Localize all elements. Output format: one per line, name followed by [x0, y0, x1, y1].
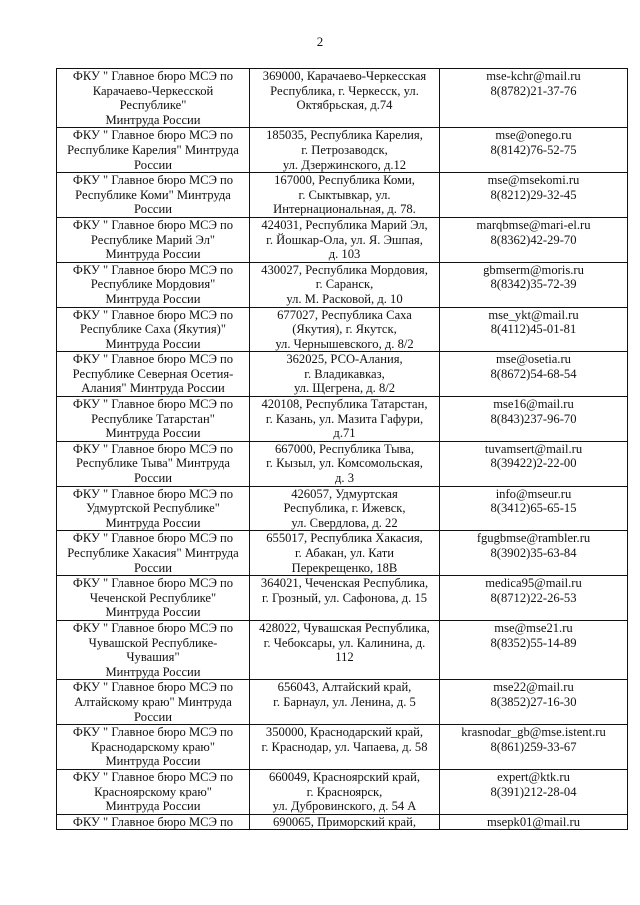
organization-cell	[57, 486, 250, 531]
organization-line: Минтруда России	[105, 605, 201, 620]
address-line: Интернациональная, д. 78.	[273, 202, 416, 217]
address-line: 369000, Карачаево-Черкесская	[262, 69, 427, 83]
contact-cell	[440, 128, 628, 173]
organization-line: ФКУ " Главное бюро МСЭ по	[72, 262, 234, 277]
address-line: г. Петрозаводск,	[301, 142, 388, 157]
mse-bureaus-table	[56, 68, 628, 830]
phone-text: 8(843)237-96-70	[490, 411, 577, 426]
organization-line: Минтруда России	[105, 664, 201, 679]
organization-line: ФКУ " Главное бюро МСЭ по	[72, 441, 234, 456]
organization-line: Алания" Минтруда России	[81, 381, 225, 396]
contact-cell	[440, 680, 628, 725]
phone-text: 8(861)259-33-67	[490, 739, 577, 754]
phone-text: 8(8362)42-29-70	[490, 232, 577, 247]
organization-line: Республике Карелия" Минтруда	[67, 142, 239, 157]
organization-line: России	[134, 471, 172, 486]
email-text: mse16@mail.ru	[493, 397, 574, 412]
address-line: д.71	[333, 426, 356, 441]
table-row	[57, 262, 628, 307]
organization-line: Республике Татарстан"	[91, 411, 215, 426]
organization-line: Республике"	[119, 98, 187, 113]
organization-cell	[57, 173, 250, 218]
organization-line: Республике Саха (Якутия)"	[80, 322, 226, 337]
address-line: г. Кызыл, ул. Комсомольская,	[266, 456, 423, 471]
address-line: 428022, Чувашская Республика,	[259, 620, 430, 635]
phone-text: 8(8712)22-26-53	[490, 590, 577, 605]
address-cell	[250, 397, 440, 442]
organization-line: Минтруда России	[105, 754, 201, 769]
organization-cell	[57, 814, 250, 830]
organization-line: ФКУ " Главное бюро МСЭ по	[72, 128, 234, 143]
email-text: mse@mse21.ru	[494, 620, 573, 635]
organization-line: ФКУ " Главное бюро МСЭ по	[72, 69, 234, 83]
contact-cell	[440, 620, 628, 679]
organization-cell	[57, 128, 250, 173]
address-line: д. 3	[334, 471, 354, 486]
organization-line: ФКУ " Главное бюро МСЭ по	[72, 173, 234, 188]
table-row	[57, 69, 628, 128]
table-row	[57, 620, 628, 679]
address-cell	[250, 173, 440, 218]
organization-line: ФКУ " Главное бюро МСЭ по	[72, 352, 234, 367]
organization-line: Карачаево-Черкесской	[92, 83, 214, 98]
table-row	[57, 397, 628, 442]
contact-cell	[440, 173, 628, 218]
table-row	[57, 352, 628, 397]
address-cell	[250, 769, 440, 814]
table-row	[57, 576, 628, 621]
organization-cell	[57, 217, 250, 262]
organization-line: ФКУ " Главное бюро МСЭ по	[72, 576, 234, 591]
contact-cell	[440, 486, 628, 531]
organization-line: Чеченской Республике"	[89, 590, 217, 605]
organization-line: Республике Мордовия"	[90, 277, 216, 292]
organization-line: ФКУ " Главное бюро МСЭ по	[72, 531, 234, 546]
address-line: 430027, Республика Мордовия,	[261, 262, 428, 277]
organization-cell	[57, 262, 250, 307]
organization-line: Минтруда России	[105, 426, 201, 441]
address-line: г. Грозный, ул. Сафонова, д. 15	[261, 590, 428, 605]
address-cell	[250, 307, 440, 352]
contact-cell	[440, 217, 628, 262]
table-row	[57, 217, 628, 262]
address-line: д. 103	[328, 247, 361, 262]
address-line: 350000, Краснодарский край,	[265, 725, 424, 740]
organization-cell	[57, 397, 250, 442]
organization-cell	[57, 576, 250, 621]
organization-line: Чувашской Республике-	[88, 635, 218, 650]
organization-line: Удмуртской Республике"	[86, 501, 220, 516]
address-cell	[250, 441, 440, 486]
address-cell	[250, 620, 440, 679]
page-number: 2	[316, 34, 324, 49]
address-line: 677027, Республика Саха	[277, 307, 412, 322]
table-row	[57, 128, 628, 173]
organization-line: Республике Хакасия" Минтруда	[67, 546, 239, 560]
organization-line: Республике Марий Эл"	[90, 232, 216, 247]
organization-line: ФКУ " Главное бюро МСЭ по	[72, 680, 234, 695]
organization-line: ФКУ " Главное бюро МСЭ по	[72, 307, 234, 322]
address-line: г. Краснодар, ул. Чапаева, д. 58	[261, 739, 428, 754]
organization-cell	[57, 352, 250, 397]
phone-text: 8(8672)54-68-54	[490, 366, 577, 381]
address-line: 660049, Красноярский край,	[268, 769, 421, 784]
address-line: 364021, Чеченская Республика,	[260, 576, 429, 591]
contact-cell	[440, 307, 628, 352]
phone-text: 8(8352)55-14-89	[490, 635, 577, 650]
address-line: г. Саранск,	[315, 277, 374, 292]
phone-text: 8(3852)27-16-30	[490, 694, 577, 709]
contact-cell	[440, 352, 628, 397]
address-line: Республика, г. Черкесск, ул.	[270, 83, 419, 98]
address-line: 655017, Республика Хакасия,	[266, 531, 423, 546]
address-line: 167000, Республика Коми,	[274, 173, 415, 188]
address-line: 424031, Республика Марий Эл,	[261, 217, 428, 232]
contact-cell	[440, 531, 628, 576]
address-cell	[250, 128, 440, 173]
address-cell	[250, 486, 440, 531]
email-text: info@mseur.ru	[495, 486, 572, 501]
email-text: krasnodar_gb@mse.istent.ru	[461, 725, 606, 740]
organization-line: Краснодарскому краю"	[91, 739, 215, 754]
address-line: г. Сыктывкар, ул.	[298, 187, 391, 202]
address-cell	[250, 680, 440, 725]
organization-cell	[57, 531, 250, 576]
table-row	[57, 814, 628, 830]
organization-line: Чувашия"	[126, 650, 180, 665]
organization-line: Минтруда России	[105, 247, 201, 262]
email-text: marqbmse@mari-el.ru	[476, 217, 591, 232]
organization-line: Республике Тыва" Минтруда	[75, 456, 230, 471]
phone-text: 8(39422)2-22-00	[490, 456, 577, 471]
organization-line: ФКУ " Главное бюро МСЭ по	[72, 217, 234, 232]
organization-line: ФКУ " Главное бюро МСЭ по	[72, 769, 234, 784]
address-line: ул. Дубровинского, д. 54 А	[272, 799, 417, 814]
address-cell	[250, 217, 440, 262]
address-line: г. Чебоксары, ул. Калинина, д.	[263, 635, 426, 650]
address-line: г. Казань, ул. Мазита Гафури,	[265, 411, 424, 426]
table-row	[57, 173, 628, 218]
address-line: Перекрещенко, 18В	[291, 560, 398, 575]
email-text: mse@onego.ru	[495, 128, 572, 143]
contact-cell	[440, 769, 628, 814]
address-cell	[250, 531, 440, 576]
table-row	[57, 680, 628, 725]
organization-line: Республике Коми" Минтруда	[75, 187, 231, 202]
organization-line: Минтруда России	[105, 336, 201, 351]
address-line: Октябрьская, д.74	[296, 98, 393, 113]
email-text: mse@msekomi.ru	[487, 173, 580, 188]
organization-line: Красноярскому краю"	[94, 784, 212, 799]
phone-text: 8(4112)45-01-81	[490, 322, 577, 337]
address-line: 667000, Республика Тыва,	[274, 441, 415, 456]
address-line: г. Барнаул, ул. Ленина, д. 5	[273, 694, 416, 709]
contact-cell	[440, 814, 628, 830]
phone-text: 8(8212)29-32-45	[490, 187, 577, 202]
phone-text: 8(3412)65-65-15	[490, 501, 577, 516]
email-text: mse22@mail.ru	[493, 680, 574, 695]
organization-cell	[57, 620, 250, 679]
organization-line: Минтруда России	[105, 291, 201, 306]
organization-line: России	[134, 157, 172, 172]
organization-line: ФКУ " Главное бюро МСЭ по	[72, 397, 234, 412]
address-line: 362025, РСО-Алания,	[286, 352, 403, 367]
organization-line: ФКУ " Главное бюро МСЭ по	[72, 814, 234, 829]
table-row	[57, 307, 628, 352]
contact-cell	[440, 262, 628, 307]
organization-cell	[57, 69, 250, 128]
organization-line: Алтайскому краю" Минтруда	[74, 694, 232, 709]
phone-text: 8(8782)21-37-76	[490, 83, 577, 98]
table-body	[57, 69, 628, 830]
email-text: expert@ktk.ru	[497, 769, 570, 784]
email-text: msepk01@mail.ru	[486, 814, 581, 829]
address-line: 690065, Приморский край,	[272, 814, 416, 829]
organization-cell	[57, 680, 250, 725]
organization-line: Минтруда России	[105, 515, 201, 530]
address-line: ул. Свердлова, д. 22	[291, 515, 398, 530]
contact-cell	[440, 725, 628, 770]
address-line: 656043, Алтайский край,	[277, 680, 412, 695]
address-line: г. Красноярск,	[306, 784, 383, 799]
address-line: ул. Дзержинского, д.12	[282, 157, 407, 172]
address-line: ул. Щегрена, д. 8/2	[293, 381, 396, 396]
address-line: (Якутия), г. Якутск,	[292, 322, 397, 337]
email-text: fgugbmse@rambler.ru	[476, 531, 591, 546]
address-cell	[250, 725, 440, 770]
email-text: mse_ykt@mail.ru	[488, 307, 579, 322]
address-cell	[250, 576, 440, 621]
address-line: г. Йошкар-Ола, ул. Я. Эшпая,	[266, 232, 423, 247]
organization-line: ФКУ " Главное бюро МСЭ по	[72, 620, 234, 635]
table-row	[57, 769, 628, 814]
phone-text: 8(8342)35-72-39	[490, 277, 577, 292]
email-text: gbmserm@moris.ru	[483, 262, 584, 277]
address-line: 185035, Республика Карелия,	[266, 128, 423, 143]
address-line: г. Владикавказ,	[304, 366, 385, 381]
organization-line: России	[134, 709, 172, 724]
address-line: 112	[335, 650, 354, 665]
organization-cell	[57, 769, 250, 814]
organization-line: Минтруда России	[105, 112, 201, 127]
phone-text: 8(3902)35-63-84	[490, 546, 577, 560]
organization-line: ФКУ " Главное бюро МСЭ по	[72, 725, 234, 740]
address-line: 426057, Удмуртская	[291, 486, 398, 501]
contact-cell	[440, 397, 628, 442]
phone-text: 8(391)212-28-04	[490, 784, 577, 799]
organization-line: России	[134, 560, 172, 575]
organization-cell	[57, 307, 250, 352]
organization-line: ФКУ " Главное бюро МСЭ по	[72, 486, 234, 501]
email-text: mse-kchr@mail.ru	[486, 69, 581, 83]
contact-cell	[440, 441, 628, 486]
address-line: ул. М. Расковой, д. 10	[286, 291, 403, 306]
address-line: ул. Чернышевского, д. 8/2	[275, 336, 414, 351]
organization-cell	[57, 725, 250, 770]
address-cell	[250, 69, 440, 128]
organization-line: Республике Северная Осетия-	[72, 366, 234, 381]
address-cell	[250, 262, 440, 307]
address-line: Республика, г. Ижевск,	[283, 501, 406, 516]
address-line: 420108, Республика Татарстан,	[261, 397, 428, 412]
email-text: tuvamsert@mail.ru	[484, 441, 583, 456]
table-row	[57, 441, 628, 486]
phone-text: 8(8142)76-52-75	[490, 142, 577, 157]
table-row	[57, 725, 628, 770]
contact-cell	[440, 576, 628, 621]
contact-cell	[440, 69, 628, 128]
organization-line: Минтруда России	[105, 799, 201, 814]
address-line: г. Абакан, ул. Кати	[294, 546, 395, 560]
address-cell	[250, 352, 440, 397]
organization-line: России	[134, 202, 172, 217]
address-cell	[250, 814, 440, 830]
table-row	[57, 486, 628, 531]
email-text: medica95@mail.ru	[485, 576, 582, 591]
email-text: mse@osetia.ru	[496, 352, 571, 367]
organization-cell	[57, 441, 250, 486]
table-row	[57, 531, 628, 576]
